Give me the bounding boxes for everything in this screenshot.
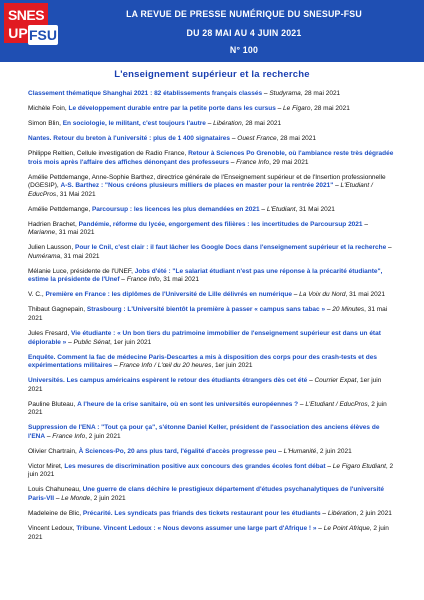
entry-date: , 31 mai 2021 — [60, 252, 100, 260]
entry-author: Simon Blin, — [28, 119, 63, 127]
entry-author: Madeleine de Blic, — [28, 510, 83, 517]
entry-author: Hadrien Brachet, — [28, 220, 79, 228]
entry-author: Pauline Bluteau, — [28, 400, 78, 408]
entry-date: , 31 Mai 2021 — [295, 205, 335, 213]
entry-date: , 29 mai 2021 — [269, 158, 309, 166]
press-entry — [28, 330, 396, 347]
press-entry — [28, 401, 396, 418]
logo-fsu: FSU — [29, 27, 57, 43]
entry-date: , 31 mai 2021 — [55, 229, 95, 237]
entry-date: , 2 juin 2021 — [85, 432, 121, 440]
entry-author: Victor Miret, — [28, 462, 65, 470]
entry-source: – Courrier Expat — [307, 377, 357, 385]
entry-headline-link[interactable]: Pandémie, réforme du lycée, engorgement des filières : les incertitudes de Parcoursup 2021 — [78, 220, 363, 228]
entry-author: Vincent Ledoux, — [28, 524, 77, 532]
entry-source: – Libération — [320, 510, 357, 517]
header-banner — [0, 0, 424, 62]
entry-author: Michèle Foin, — [28, 104, 69, 112]
entry-headline-link[interactable]: A-S. Barthez : "Nous créons plusieurs milliers de places en master pour la rentrée 2021" — [60, 182, 334, 190]
entry-date: , 1er juin 2021 — [28, 377, 382, 393]
press-entry — [28, 525, 396, 542]
entry-headline-link[interactable]: Retour à Sciences Po Grenoble, où l'ambiance reste très dégradée trois mois après l'affaire des affiches dénonçant des professeurs — [28, 149, 394, 166]
press-entry — [28, 206, 396, 215]
press-entry — [28, 306, 396, 323]
entry-date: , 28 mai 2021 — [276, 134, 317, 142]
entry-source: – Le Figaro Etudiant — [325, 462, 386, 470]
logo-up: UP — [4, 24, 32, 43]
entry-headline-link[interactable]: Tribune. Vincent Ledoux : « Nous devons assumer une large part d'Afrique ! » — [76, 524, 317, 532]
press-entry — [28, 448, 396, 457]
entry-source: – Public Sénat — [66, 338, 111, 346]
entry-date: , 2 juin 2021 — [28, 400, 387, 417]
entry-author: Mélanie Luce, présidente de l'UNEF, — [28, 267, 135, 275]
press-entry — [28, 244, 396, 261]
entry-headline-link[interactable]: Suppression de l'ENA : "Tout ça pour ça", s'étonne Daniel Keller, président de l'association des anciens élèves de l'ENA — [28, 424, 380, 440]
entry-headline-link[interactable]: Première en France : les diplômes de l'Université de Lille délivrés en numérique — [45, 291, 292, 299]
press-entry — [28, 424, 396, 441]
entry-author: Philippe Reltien, Cellule investigation de Radio France, — [28, 149, 189, 157]
entry-headline-link[interactable]: Précarité. Les syndicats pas friands des tickets restaurant pour les étudiants — [82, 510, 321, 517]
entry-date: , 28 mai 2021 — [310, 104, 350, 112]
entry-headline-link[interactable]: Universités. Les campus américains espèrent le retour des étudiants étrangers dès cet été — [28, 377, 308, 385]
entry-source: – Le Point Afrique — [316, 524, 370, 532]
press-entry — [28, 221, 396, 238]
entry-author: V. C., — [28, 291, 46, 299]
press-entry — [28, 90, 396, 99]
snesup-fsu-logo — [4, 3, 62, 53]
entry-headline-link[interactable]: En sociologie, le militant, c'est toujours l'autre — [62, 119, 206, 127]
entry-date: , 2 juin 2021 — [28, 462, 394, 479]
entry-author: Louis Chahuneau, — [28, 486, 83, 494]
entry-source: – Ouest France — [230, 134, 277, 142]
entry-author: Olivier Chartrain, — [28, 447, 79, 455]
entry-date: , 28 mai 2021 — [300, 90, 341, 97]
entry-source: – France Info — [45, 432, 86, 440]
press-entry — [28, 268, 396, 285]
entry-headline-link[interactable]: Vie étudiante : « Un bon tiers du patrimoine immobilier de l'enseignement supérieur est dans un état déplorable » — [28, 329, 381, 346]
entry-date: , 31 Mai 2021 — [56, 190, 96, 198]
entry-source: – Studyrama — [262, 90, 301, 97]
press-entry — [28, 120, 396, 129]
entry-date: , 28 mai 2021 — [241, 119, 282, 127]
entry-headline-link[interactable]: À Sciences-Po, 20 ans plus tard, l'égalité d'accès progresse peu — [78, 447, 277, 455]
entry-headline-link[interactable]: Nantes. Retour du breton à l'université : plus de 1 400 signataires — [28, 134, 231, 142]
press-entry — [28, 377, 396, 394]
press-entry — [28, 291, 396, 300]
entry-source: – La Voix du Nord — [291, 291, 346, 299]
entry-date: , 31 mai 2021 — [345, 291, 385, 299]
entry-date: , 2 juin 2021 — [90, 495, 126, 503]
entry-date: , 2 juin 2021 — [356, 510, 392, 517]
issue-number: N° 100 — [229, 45, 259, 55]
entry-date: , 2 juin 2021 — [316, 447, 352, 455]
entry-author: Jules Fresard, — [28, 329, 71, 337]
entry-headline-link[interactable]: A l'heure de la crise sanitaire, où en sont les universités européennes ? — [77, 400, 299, 408]
press-entry — [28, 135, 396, 144]
entry-date: , 1er juin 2021 — [211, 362, 253, 370]
entry-author: Thibaut Gagnepain, — [28, 306, 87, 314]
logo-snes: SNES — [4, 3, 48, 27]
entry-headline-link[interactable]: Classement thématique Shanghai 2021 : 82 établissements français classés — [28, 90, 263, 97]
entry-date: , 31 mai 2021 — [159, 276, 199, 284]
entry-headline-link[interactable]: Jobs d'été : "Le salariat étudiant n'est pas une réponse à la précarité étudiante", estime la présidente de l'Unef — [28, 267, 383, 284]
entry-date: , 1er juin 2021 — [110, 338, 152, 346]
press-entry — [28, 174, 396, 200]
publication-dates: DU 28 MAI AU 4 JUIN 2021 — [186, 28, 302, 38]
press-entry — [28, 510, 396, 519]
entry-source: – 20 Minutes — [325, 306, 365, 314]
entry-author: Amélie Pettdemange, — [28, 205, 92, 213]
press-entry — [28, 486, 396, 503]
entry-date: , 2 juin 2021 — [28, 524, 389, 541]
entry-author: Julien Lausson, — [28, 244, 75, 252]
entry-source: – France Info — [119, 276, 160, 284]
entry-source: – Le Figaro — [275, 104, 311, 112]
press-list — [0, 90, 424, 542]
entry-source: – France Info — [228, 158, 270, 166]
entry-source: – France Info / L'œil du 20 heures — [112, 362, 212, 370]
entry-source: – Le Monde — [54, 495, 91, 503]
entry-source: – Libération — [205, 119, 242, 127]
entry-source: – L'Humanité — [276, 447, 317, 455]
entry-source: – L'Etudiant — [259, 205, 296, 213]
entry-headline-link[interactable]: Enquête. Comment la fac de médecine Paris-Descartes a mis à disposition des corps pour des crash-tests et des expérimentations militaires — [28, 353, 377, 370]
entry-headline-link[interactable]: Strasbourg : L'Université bientôt la première à passer « campus sans tabac » — [86, 306, 326, 314]
entry-source: – L'Etudiant / EducPros — [298, 400, 368, 408]
press-entry — [28, 463, 396, 480]
press-entry — [28, 105, 396, 114]
entry-source: – Marianne — [28, 220, 368, 237]
press-entry — [28, 150, 396, 167]
press-entry — [28, 354, 396, 371]
entry-source: – L'Etudiant / EducPros — [28, 182, 373, 198]
entry-source: – Numérama — [28, 244, 392, 260]
publication-title: LA REVUE DE PRESSE NUMÉRIQUE DU SNESUP-FSU — [126, 9, 362, 19]
entry-headline-link[interactable]: Parcoursup : les licences les plus demandées en 2021 — [91, 205, 260, 213]
entry-date: , 31 mai 2021 — [28, 306, 388, 322]
entry-headline-link[interactable]: Les mesures de discrimination positive aux concours des grandes écoles font débat — [64, 462, 326, 470]
section-title: L'enseignement supérieur et la recherche — [114, 69, 310, 80]
entry-headline-link[interactable]: Pour le Cnil, c'est clair : il faut lâcher les Google Docs dans l'enseignement supérieur et la recherche — [74, 244, 387, 252]
entry-headline-link[interactable]: Le développement durable entre par la petite porte dans les cursus — [68, 104, 276, 112]
entry-author: Amélie Pettdemange, Anne-Sophie Barthez, directrice générale de l'Enseignement supérieur et de l'Insertion professionnelle (DGESIP), — [28, 173, 386, 190]
entry-headline-link[interactable]: Une guerre de clans déchire le prestigieux département d'études psychanalytiques de l'université Paris-VII — [28, 486, 385, 503]
